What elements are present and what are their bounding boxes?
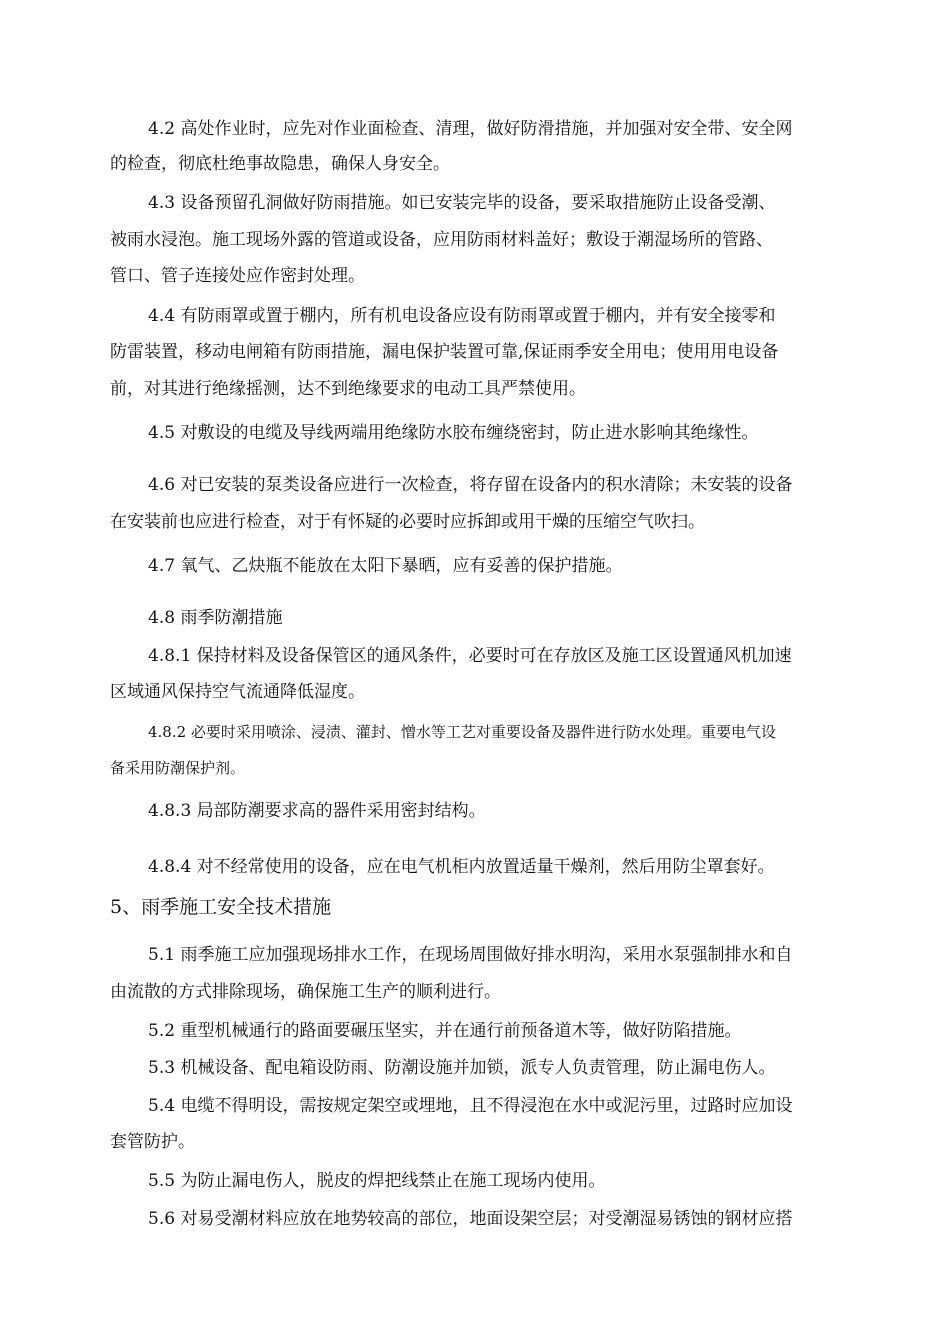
paragraph-4-8-2-line-1: 4.8.2 必要时采用喷涂、浸渍、灌封、憎水等工艺对重要设备及器件进行防水处理。重要电气设 (148, 723, 776, 741)
paragraph-5-4-line-1: 5.4 电缆不得明设，需按规定架空或埋地，且不得浸泡在水中或泥污里，过路时应加设 (148, 1096, 793, 1116)
paragraph-4-3-line-1: 4.3 设备预留孔洞做好防雨措施。如已安装完毕的设备，要采取措施防止设备受潮、 (148, 193, 776, 213)
paragraph-4-3-line-3: 管口、管子连接处应作密封处理。 (110, 266, 365, 286)
paragraph-4-6-line-1: 4.6 对已安装的泵类设备应进行一次检查，将存留在设备内的积水清除；未安装的设备 (148, 475, 793, 495)
paragraph-5-2-line-1: 5.2 重型机械通行的路面要碾压坚实，并在通行前预备道木等，做好防陷措施。 (148, 1021, 742, 1041)
paragraph-5-1-line-2: 由流散的方式排除现场，确保施工生产的顺利进行。 (110, 982, 501, 1002)
paragraph-4-8-2-line-2: 备采用防潮保护剂。 (110, 759, 246, 777)
paragraph-4-2-line-2: 的检查，彻底杜绝事故隐患，确保人身安全。 (110, 154, 450, 174)
paragraph-5-3-line-1: 5.3 机械设备、配电箱设防雨、防潮设施并加锁，派专人负责管理，防止漏电伤人。 (148, 1058, 776, 1078)
paragraph-4-8-1-line-2: 区域通风保持空气流通降低湿度。 (110, 682, 365, 702)
section-5-heading: 5、雨季施工安全技术措施 (110, 896, 332, 918)
paragraph-4-4-line-3: 前，对其进行绝缘摇测，达不到绝缘要求的电动工具严禁使用。 (110, 379, 586, 399)
paragraph-4-8-1-line-1: 4.8.1 保持材料及设备保管区的通风条件，必要时可在存放区及施工区设置通风机加速 (148, 646, 792, 666)
paragraph-5-6-line-1: 5.6 对易受潮材料应放在地势较高的部位，地面设架空层；对受潮湿易锈蚀的钢材应搭 (148, 1209, 793, 1229)
paragraph-4-8-heading: 4.8 雨季防潮措施 (148, 608, 283, 628)
paragraph-4-2-line-1: 4.2 高处作业时，应先对作业面检查、清理，做好防滑措施，并加强对安全带、安全网 (148, 119, 793, 139)
paragraph-4-5-line-1: 4.5 对敷设的电缆及导线两端用绝缘防水胶布缠绕密封，防止进水影响其绝缘性。 (148, 423, 759, 443)
paragraph-4-4-line-2: 防雷装置，移动电闸箱有防雨措施，漏电保护装置可靠,保证雨季安全用电；使用用电设备 (110, 342, 779, 362)
paragraph-4-3-line-2: 被雨水浸泡。施工现场外露的管道或设备，应用防雨材料盖好；敷设于潮湿场所的管路、 (110, 230, 773, 250)
paragraph-5-5-line-1: 5.5 为防止漏电伤人，脱皮的焊把线禁止在施工现场内使用。 (148, 1171, 606, 1191)
paragraph-4-4-line-1: 4.4 有防雨罩或置于棚内，所有机电设备应设有防雨罩或置于棚内，并有安全接零和 (148, 306, 776, 326)
paragraph-5-1-line-1: 5.1 雨季施工应加强现场排水工作，在现场周围做好排水明沟，采用水泵强制排水和自 (148, 945, 793, 965)
paragraph-4-8-3-line-1: 4.8.3 局部防潮要求高的器件采用密封结构。 (148, 801, 486, 821)
paragraph-4-7-line-1: 4.7 氧气、乙炔瓶不能放在太阳下暴晒，应有妥善的保护措施。 (148, 556, 623, 576)
paragraph-4-8-4-line-1: 4.8.4 对不经常使用的设备，应在电气机柜内放置适量干燥剂，然后用防尘罩套好。 (148, 857, 775, 877)
paragraph-5-4-line-2: 套管防护。 (110, 1132, 195, 1152)
paragraph-4-6-line-2: 在安装前也应进行检查，对于有怀疑的必要时应拆卸或用干燥的压缩空气吹扫。 (110, 512, 705, 532)
